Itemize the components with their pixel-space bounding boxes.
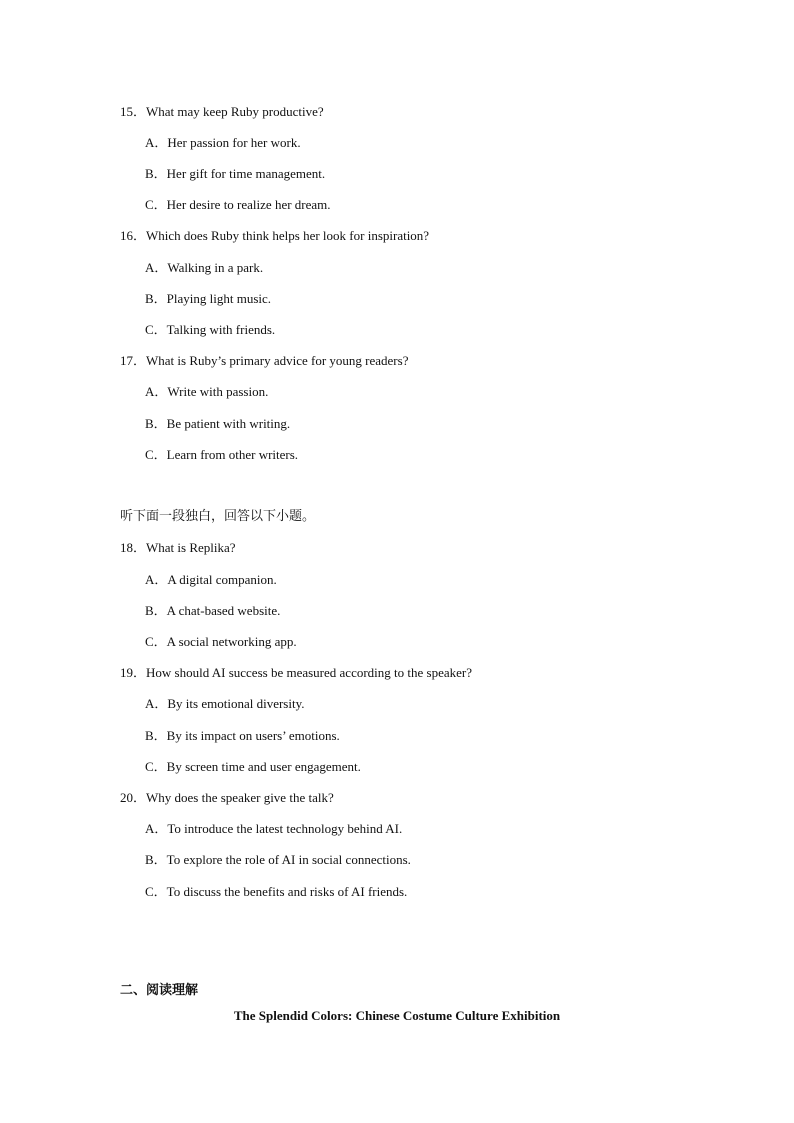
question-text: Which does Ruby think helps her look for inspiration?: [146, 228, 430, 243]
option-label: C．: [145, 759, 167, 774]
option-label: C．: [145, 634, 167, 649]
section-heading: 二、阅读理解: [120, 983, 199, 998]
option-label: A．: [145, 572, 168, 587]
question-number: 18．: [120, 540, 147, 555]
question-text: What is Ruby’s primary advice for young readers?: [146, 353, 409, 368]
question-text: How should AI success be measured according to the speaker?: [146, 665, 472, 680]
question-number: 19．: [120, 665, 147, 680]
option-15-b: [145, 166, 325, 182]
option-text: To introduce the latest technology behind AI.: [167, 821, 403, 836]
question-16: [120, 228, 429, 244]
option-label: A．: [145, 135, 168, 150]
option-text: Talking with friends.: [166, 322, 276, 337]
option-text: Learn from other writers.: [166, 447, 299, 462]
option-label: A．: [145, 384, 168, 399]
option-19-a: [145, 696, 304, 712]
option-label: C．: [145, 322, 167, 337]
option-text: By screen time and user engagement.: [166, 759, 361, 774]
option-18-c: [145, 634, 297, 650]
option-19-b: [145, 728, 340, 744]
option-text: A digital companion.: [167, 572, 277, 587]
option-label: A．: [145, 821, 168, 836]
option-text: Her passion for her work.: [167, 135, 301, 150]
option-15-c: [145, 197, 331, 213]
option-label: A．: [145, 696, 168, 711]
option-text: A social networking app.: [166, 634, 297, 649]
option-label: B．: [145, 291, 167, 306]
question-text: What may keep Ruby productive?: [146, 104, 324, 119]
option-label: B．: [145, 728, 167, 743]
question-17: [120, 353, 408, 369]
option-text: Be patient with writing.: [166, 416, 291, 431]
option-text: Her gift for time management.: [166, 166, 326, 181]
option-label: C．: [145, 197, 167, 212]
option-label: B．: [145, 416, 167, 431]
question-18: [120, 540, 236, 556]
question-15: [120, 104, 324, 120]
monologue-instruction: 听下面一段独白，回答以下小题。: [120, 509, 316, 524]
option-18-a: [145, 572, 277, 588]
option-text: Her desire to realize her dream.: [166, 197, 331, 212]
question-20: [120, 790, 334, 806]
option-20-a: [145, 821, 402, 837]
option-label: B．: [145, 166, 167, 181]
option-text: To explore the role of AI in social connections.: [166, 852, 411, 867]
question-text: Why does the speaker give the talk?: [146, 790, 334, 805]
question-number: 17．: [120, 353, 147, 368]
option-text: Walking in a park.: [167, 260, 264, 275]
question-19: [120, 665, 472, 681]
option-17-a: [145, 384, 268, 400]
option-text: By its impact on users’ emotions.: [166, 728, 340, 743]
option-17-c: [145, 447, 298, 463]
option-16-a: [145, 260, 263, 276]
option-text: Playing light music.: [166, 291, 272, 306]
option-text: Write with passion.: [167, 384, 269, 399]
option-text: A chat-based website.: [166, 603, 281, 618]
option-16-b: [145, 291, 271, 307]
option-text: To discuss the benefits and risks of AI friends.: [166, 884, 408, 899]
option-label: B．: [145, 852, 167, 867]
option-18-b: [145, 603, 280, 619]
option-label: C．: [145, 447, 167, 462]
option-19-c: [145, 759, 361, 775]
option-20-c: [145, 884, 407, 900]
option-label: B．: [145, 603, 167, 618]
question-number: 16．: [120, 228, 147, 243]
option-17-b: [145, 416, 290, 432]
question-number: 20．: [120, 790, 147, 805]
option-text: By its emotional diversity.: [167, 696, 305, 711]
question-number: 15．: [120, 104, 147, 119]
passage-title: The Splendid Colors: Chinese Costume Culture Exhibition: [233, 1008, 561, 1023]
option-label: C．: [145, 884, 167, 899]
option-label: A．: [145, 260, 168, 275]
option-20-b: [145, 852, 411, 868]
question-text: What is Replika?: [146, 540, 236, 555]
option-15-a: [145, 135, 301, 151]
option-16-c: [145, 322, 275, 338]
